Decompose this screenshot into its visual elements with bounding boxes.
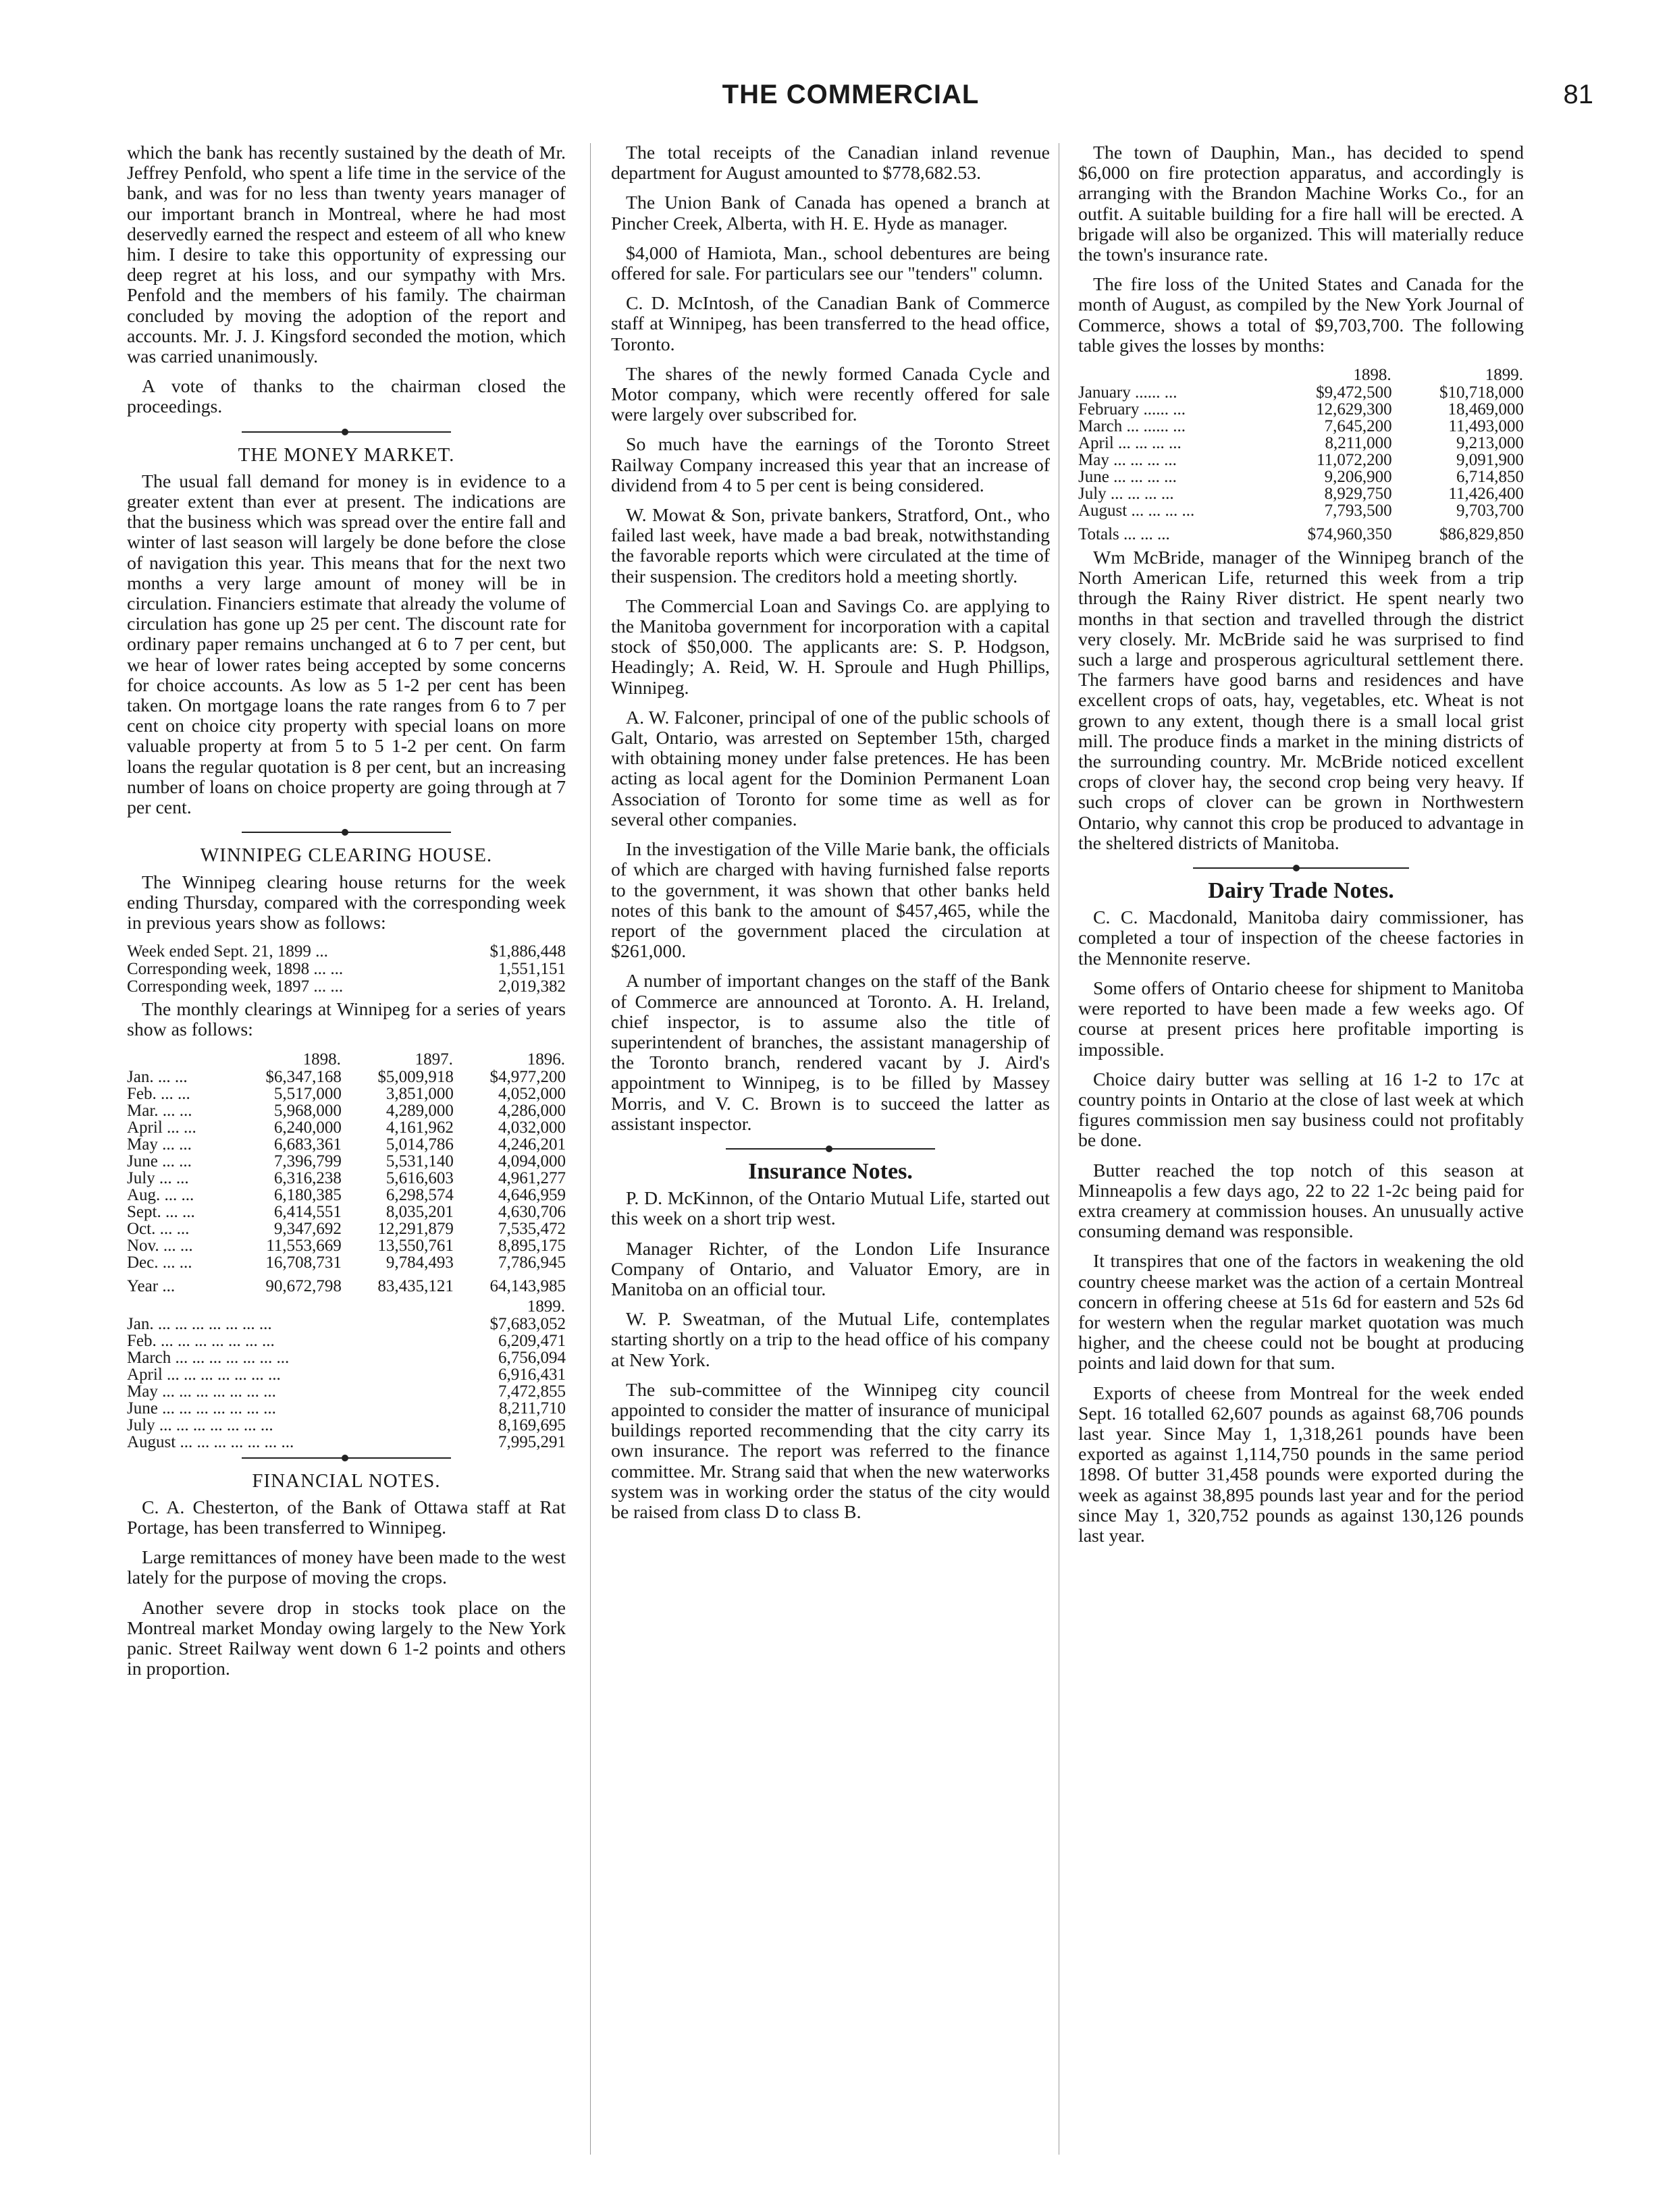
fire-loss-table bbox=[1078, 366, 1524, 543]
paragraph: In the investigation of the Ville Marie bank, the officials of which are charged with having furnished false reports to the government, it was shown that other banks held notes of this bank to the amount of $457,465, while the report of the government placed the circulation at $261,000. bbox=[611, 839, 1050, 963]
weekly-row: Corresponding week, 1898 ... ... 1,551,151 bbox=[127, 960, 566, 979]
table-row: Sept. ... ... 6,414,551 8,035,201 4,630,706 bbox=[127, 1202, 566, 1221]
table-row-totals: Totals ... ... ... $74,960,350 $86,829,850 bbox=[1078, 525, 1524, 544]
table-row: June ... ... ... ... 9,206,900 6,714,850 bbox=[1078, 468, 1524, 487]
table-row: June ... ... 7,396,799 5,531,140 4,094,000 bbox=[127, 1152, 566, 1170]
table-row: Oct. ... ... 9,347,692 12,291,879 7,535,472 bbox=[127, 1219, 566, 1238]
table-row: Nov. ... ... 11,553,669 13,550,761 8,895,175 bbox=[127, 1236, 566, 1255]
table-row: April ... ... 6,240,000 4,161,962 4,032,000 bbox=[127, 1118, 566, 1137]
table-row: August ... ... ... ... ... ... ... 7,995,291 bbox=[127, 1432, 566, 1451]
weekly-row: Corresponding week, 1897 ... ... 2,019,382 bbox=[127, 977, 566, 996]
table-header: 1899. bbox=[527, 1297, 565, 1316]
table-row: Feb. ... ... ... ... ... ... ... 6,209,471 bbox=[127, 1331, 566, 1350]
paragraph: The fire loss of the United States and Canada for the month of August, as compiled by the New York Journal of Commerce, shows a total of $9,703,700. The following table gives the losses by months: bbox=[1078, 274, 1524, 356]
paragraph: Another severe drop in stocks took place on the Montreal market Monday owing largely to the New York panic. Street Railway went down 6 1-2 points and others in proportion. bbox=[127, 1597, 566, 1680]
table-row: July ... ... ... ... ... ... ... 8,169,695 bbox=[127, 1415, 566, 1434]
table-row: April ... ... ... ... ... ... ... 6,916,431 bbox=[127, 1365, 566, 1384]
paragraph: Choice dairy butter was selling at 16 1-2 to 17c at country points in Ontario at the close of last week at which figures commission men say business could not profitably be done. bbox=[1078, 1069, 1524, 1152]
table-row: August ... ... ... ... 7,793,500 9,703,700 bbox=[1078, 502, 1524, 520]
section-separator bbox=[127, 427, 566, 437]
table-row: Mar. ... ... 5,968,000 4,289,000 4,286,000 bbox=[127, 1101, 566, 1120]
table-row: January ...... ... $9,472,500 $10,718,000 bbox=[1078, 383, 1524, 402]
column-right bbox=[1078, 143, 1524, 1556]
table-row: June ... ... ... ... ... ... ... 8,211,710 bbox=[127, 1399, 566, 1418]
paragraph: The sub-committee of the Winnipeg city council appointed to consider the matter of insurance of municipal buildings reported recommending that the city carry its own insurance. The report was referred to the finance committee. Mr. Strang said that when the new waterworks system was in working order the status of the city would be raised from class D to class B. bbox=[611, 1379, 1050, 1523]
section-heading-money-market: THE MONEY MARKET. bbox=[238, 443, 455, 466]
paragraph: A number of important changes on the staff of the Bank of Commerce are announced at Toronto. A. H. Ireland, chief inspector, is to assume also the title of superintendent of branches, the assistant managership of the Toronto branch, rendered vacant by J. Aird's appointment to Winnipeg, is to be filled by Massey Morris, and V. C. Brown is to succeed the latter as assistant inspector. bbox=[611, 971, 1050, 1135]
paragraph: C. C. Macdonald, Manitoba dairy commissioner, has completed a tour of inspection of the cheese factories in the Mennonite reserve. bbox=[1078, 907, 1524, 969]
section-separator bbox=[611, 1144, 1050, 1154]
clearings-1899-table bbox=[127, 1297, 566, 1451]
table-row: Aug. ... ... 6,180,385 6,298,574 4,646,959 bbox=[127, 1185, 566, 1204]
section-heading-insurance-notes: Insurance Notes. bbox=[748, 1158, 913, 1184]
paragraph: The Commercial Loan and Savings Co. are applying to the Manitoba government for incorporation with a capital stock of $50,000. The applicants are: S. P. Hodgson, Headingly; A. Reid, W. H. Sproule and Hugh Phillips, Winnipeg. bbox=[611, 595, 1050, 699]
table-row: May ... ... ... ... 11,072,200 9,091,900 bbox=[1078, 451, 1524, 470]
paragraph: The total receipts of the Canadian inland revenue department for August amounted to $778,682.53. bbox=[611, 142, 1050, 184]
table-header: 1898. 1899. bbox=[1353, 366, 1523, 385]
paragraph: $4,000 of Hamiota, Man., school debentures are being offered for sale. For particulars see our "tenders" column. bbox=[611, 242, 1050, 285]
page-number: 81 bbox=[1563, 80, 1593, 109]
table-row: April ... ... ... ... 8,211,000 9,213,000 bbox=[1078, 434, 1524, 453]
table-row: May ... ... ... ... ... ... ... 7,472,855 bbox=[127, 1382, 566, 1401]
page-title: THE COMMERCIAL bbox=[722, 80, 980, 109]
section-heading-financial-notes: FINANCIAL NOTES. bbox=[252, 1469, 441, 1492]
page-header bbox=[108, 80, 1593, 127]
table-row: Jan. ... ... ... ... ... ... ... $7,683,052 bbox=[127, 1314, 566, 1333]
section-separator bbox=[1078, 863, 1524, 873]
table-row: Jan. ... ... $6,347,168 $5,009,918 $4,977,200 bbox=[127, 1067, 566, 1086]
column-middle bbox=[611, 143, 1050, 1532]
paragraph: A vote of thanks to the chairman closed the proceedings. bbox=[127, 376, 566, 418]
paragraph: It transpires that one of the factors in weakening the old country cheese market was the action of a certain Montreal concern in offering cheese at 51s 6d for eastern and 52s 6d for western when the regular market quotation was much higher, and the cheese could not be bought at producing points and laid down for that sum. bbox=[1078, 1251, 1524, 1374]
paragraph: The Winnipeg clearing house returns for the week ending Thursday, compared with the corresponding week in previous years show as follows: bbox=[127, 871, 566, 934]
table-row: July ... ... ... ... 8,929,750 11,426,400 bbox=[1078, 485, 1524, 504]
paragraph: W. P. Sweatman, of the Mutual Life, contemplates starting shortly on a trip to the head office of his company at New York. bbox=[611, 1309, 1050, 1371]
section-separator bbox=[127, 1453, 566, 1463]
paragraph: A. W. Falconer, principal of one of the public schools of Galt, Ontario, was arrested on September 15th, charged with obtaining money under false pretences. He has been acting as local agent for the Dominion Permanent Loan Association of Toronto for some time as well as for several other companies. bbox=[611, 707, 1050, 830]
paragraph: Manager Richter, of the London Life Insurance Company of Ontario, and Valuator Emory, are in Manitoba on an official tour. bbox=[611, 1238, 1050, 1300]
monthly-clearings-table bbox=[127, 1050, 566, 1295]
table-row: March ... ...... ... 7,645,200 11,493,000 bbox=[1078, 417, 1524, 436]
paragraph: C. A. Chesterton, of the Bank of Ottawa staff at Rat Portage, has been transferred to Winnipeg. bbox=[127, 1496, 566, 1538]
column-left bbox=[127, 143, 566, 1689]
paragraph: The usual fall demand for money is in evidence to a greater extent than ever at present. The indications are that the business which was spread over the entire fall and winter of last season will largely be done before the close of navigation this year. This means that for the next two months a very large amount of money will be in circulation. Financiers estimate that already the volume of circulation has gone up 25 per cent. The discount rate for ordinary paper remains unchanged at 6 to 7 per cent, but we hear of lower rates being accepted by some concerns for choice accounts. As low as 5 1-2 per cent has been taken. On mortgage loans the rate ranges from 6 to 7 per cent on choice city property with special loans on more valuable property at from 5 to 5 1-2 per cent. On farm loans the regular quotation is 8 per cent, but an increasing number of loans on choice property are going through at 7 per cent. bbox=[127, 470, 566, 819]
paragraph: Wm McBride, manager of the Winnipeg branch of the North American Life, returned this week from a trip through the Rainy River district. He spent nearly two months in that section and travelled through the district very closely. Mr. McBride said he was surprised to find such a large and prosperous agricultural settlement there. The farmers have good barns and residences and have excellent crops of oats, hay, vegetables, etc. Wheat is not grown to any extent, though there is a small local grist mill. The produce finds a market in the mining districts of the surrounding country. Mr. McBride noticed excellent crops of clover hay, the second crop being very heavy. If such crops of clover can be grown in Northwestern Ontario, why cannot this crop be produced to advantage in the sheltered districts of Manitoba. bbox=[1078, 547, 1524, 854]
paragraph: C. D. McIntosh, of the Canadian Bank of Commerce staff at Winnipeg, has been transferred to the head office, Toronto. bbox=[611, 293, 1050, 355]
paragraph: So much have the earnings of the Toronto Street Railway Company increased this year that an increase of dividend from 4 to 5 per cent is being considered. bbox=[611, 434, 1050, 496]
table-row: Feb. ... ... 5,517,000 3,851,000 4,052,000 bbox=[127, 1084, 566, 1103]
paragraph: W. Mowat & Son, private bankers, Stratford, Ont., who failed last week, have made a bad break, notwithstanding the favorable reports which were circulated at the time of their suspension. The creditors hold a meeting shortly. bbox=[611, 505, 1050, 587]
weekly-clearings bbox=[127, 943, 566, 996]
paragraph: The town of Dauphin, Man., has decided to spend $6,000 on fire protection apparatus, and accordingly is arranging with the Brandon Machine Works Co., for an outfit. A suitable building for a fire hall will be erected. A brigade will also be organized. This will materially reduce the town's insurance rate. bbox=[1078, 142, 1524, 266]
table-header: 1898. 1897. 1896. bbox=[302, 1050, 565, 1069]
paragraph: Some offers of Ontario cheese for shipment to Manitoba were reported to have been made a few weeks ago. Of course at present prices here profitable importing is impossible. bbox=[1078, 977, 1524, 1060]
table-row: March ... ... ... ... ... ... ... 6,756,094 bbox=[127, 1348, 566, 1367]
paragraph: The shares of the newly formed Canada Cycle and Motor company, which were recently offered for sale were largely over subscribed for. bbox=[611, 363, 1050, 426]
paragraph: The monthly clearings at Winnipeg for a series of years show as follows: bbox=[127, 999, 566, 1041]
section-separator bbox=[127, 828, 566, 837]
table-row: May ... ... 6,683,361 5,014,786 4,246,201 bbox=[127, 1135, 566, 1154]
paragraph: The Union Bank of Canada has opened a branch at Pincher Creek, Alberta, with H. E. Hyde as manager. bbox=[611, 192, 1050, 234]
table-row: Dec. ... ... 16,708,731 9,784,493 7,786,945 bbox=[127, 1253, 566, 1272]
paragraph: Large remittances of money have been made to the west lately for the purpose of moving the crops. bbox=[127, 1547, 566, 1589]
table-row: July ... ... 6,316,238 5,616,603 4,961,277 bbox=[127, 1168, 566, 1187]
weekly-row: Week ended Sept. 21, 1899 ... $1,886,448 bbox=[127, 942, 566, 961]
section-heading-dairy-trade-notes: Dairy Trade Notes. bbox=[1208, 878, 1394, 904]
section-heading-clearing-house: WINNIPEG CLEARING HOUSE. bbox=[200, 844, 493, 867]
article-continuation: which the bank has recently sustained by the death of Mr. Jeffrey Penfold, who spent a life time in the service of the bank, and was for no less than twenty years manager of our important branch in Montreal, where he had most deservedly earned the respect and esteem of all who knew him. I desire to take this opportunity of expressing our deep regret at his loss, and our sympathy with Mrs. Penfold and the members of his family. The chairman concluded by moving the adoption of the report and accounts. Mr. J. J. Kingsford seconded the motion, which was carried unanimously. bbox=[127, 142, 566, 368]
paragraph: Butter reached the top notch of this season at Minneapolis a few days ago, 22 to 22 1-2c being paid for extra creamery at commission houses. An unusually active consuming demand was responsible. bbox=[1078, 1160, 1524, 1243]
column-divider bbox=[590, 143, 591, 2155]
table-row-year-total: Year ... 90,672,798 83,435,121 64,143,985 bbox=[127, 1276, 566, 1295]
paragraph: P. D. McKinnon, of the Ontario Mutual Life, started out this week on a short trip west. bbox=[611, 1188, 1050, 1230]
table-row: February ...... ... 12,629,300 18,469,000 bbox=[1078, 400, 1524, 419]
paragraph: Exports of cheese from Montreal for the week ended Sept. 16 totalled 62,607 pounds as against 68,706 pounds last year. Since May 1, 1,318,261 pounds have been exported as against 1,114,750 pounds in the same period 1898. Of butter 31,458 pounds were exported during the week as against 38,895 pounds last year and for the period since May 1, 320,752 pounds as against 130,126 pounds last year. bbox=[1078, 1382, 1524, 1546]
